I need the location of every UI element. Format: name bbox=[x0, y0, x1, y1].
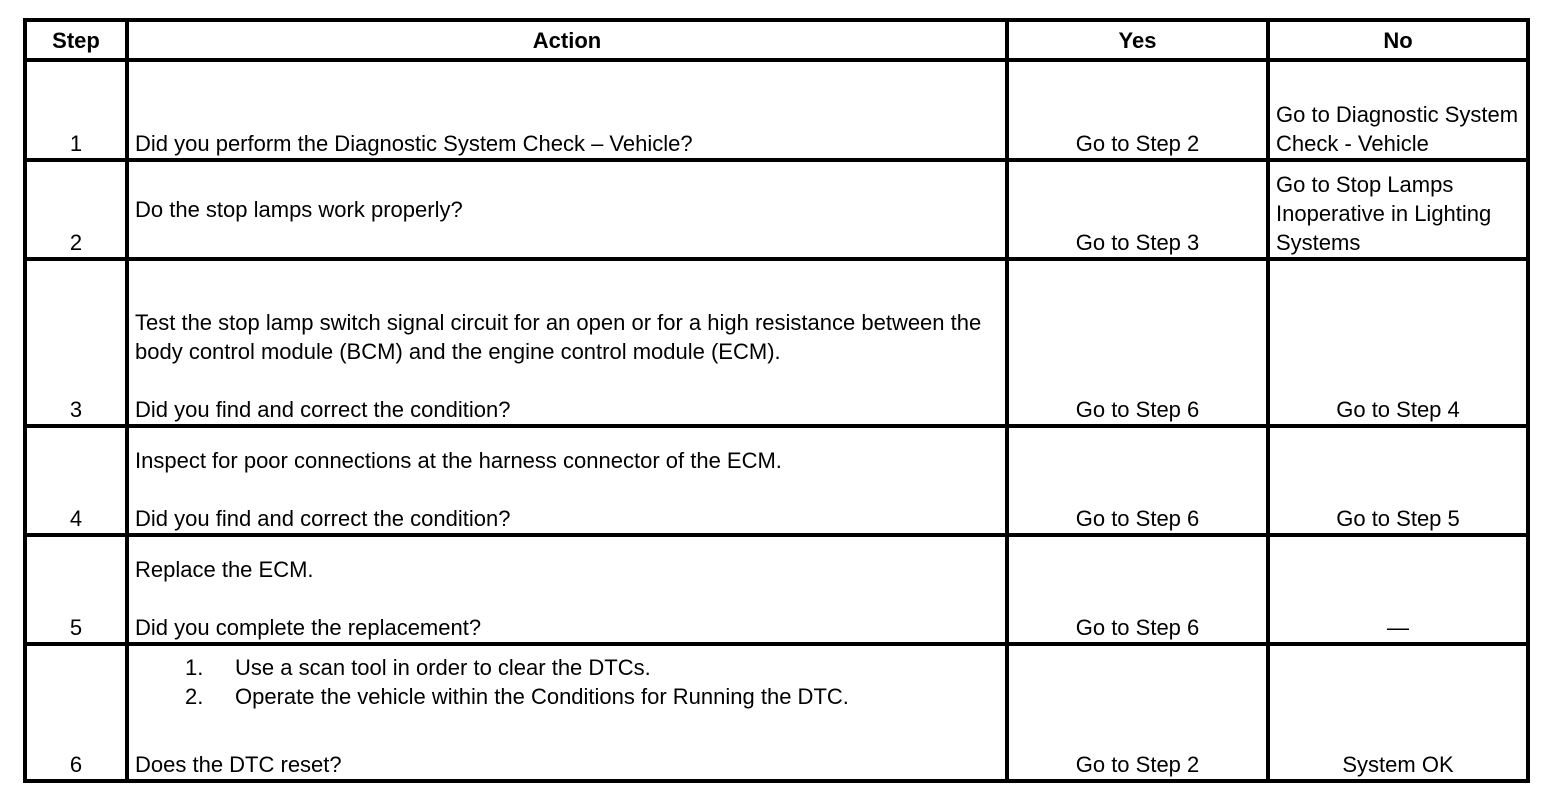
procedure-list bbox=[135, 653, 999, 711]
yes-link[interactable]: Go to Step 6 bbox=[1007, 259, 1268, 426]
step-number: 2 bbox=[25, 160, 127, 259]
action-question: Does the DTC reset? bbox=[135, 752, 342, 777]
list-item-text: Use a scan tool in order to clear the DTCs. bbox=[235, 655, 651, 680]
yes-link[interactable]: Go to Step 2 bbox=[1007, 644, 1268, 781]
list-item-number: 2. bbox=[185, 684, 204, 709]
table-row bbox=[25, 644, 1528, 781]
header-no: No bbox=[1268, 20, 1528, 60]
list-item-text: Operate the vehicle within the Conditions for Running the DTC. bbox=[235, 684, 849, 709]
header-action: Action bbox=[127, 20, 1007, 60]
list-item bbox=[185, 682, 999, 711]
list-item bbox=[185, 653, 999, 682]
no-link[interactable]: Go to Step 5 bbox=[1268, 426, 1528, 535]
header-row bbox=[25, 20, 1528, 60]
table-row bbox=[25, 535, 1528, 644]
list-item-number: 1. bbox=[185, 655, 204, 680]
action-text: Did you perform the Diagnostic System Check – Vehicle? bbox=[135, 131, 693, 156]
step-number: 6 bbox=[25, 644, 127, 781]
action-text: Do the stop lamps work properly? bbox=[135, 197, 463, 222]
no-result: System OK bbox=[1268, 644, 1528, 781]
action-text: Replace the ECM. bbox=[135, 557, 314, 582]
action-cell bbox=[127, 644, 1007, 781]
yes-link[interactable]: Go to Step 6 bbox=[1007, 535, 1268, 644]
table-row bbox=[25, 60, 1528, 160]
action-cell bbox=[127, 160, 1007, 259]
no-link[interactable]: Go to Step 4 bbox=[1268, 259, 1528, 426]
action-cell bbox=[127, 60, 1007, 160]
action-question: Did you find and correct the condition? bbox=[135, 506, 511, 531]
step-number: 1 bbox=[25, 60, 127, 160]
action-cell bbox=[127, 259, 1007, 426]
diagnostic-table bbox=[23, 18, 1530, 783]
step-number: 4 bbox=[25, 426, 127, 535]
action-cell bbox=[127, 426, 1007, 535]
action-question: Did you complete the replacement? bbox=[135, 615, 482, 640]
yes-link[interactable]: Go to Step 3 bbox=[1007, 160, 1268, 259]
yes-link[interactable]: Go to Step 2 bbox=[1007, 60, 1268, 160]
action-text: Test the stop lamp switch signal circuit for an open or for a high resistance between the body control module (BCM) and the engine control module (ECM). bbox=[135, 310, 982, 364]
table-row bbox=[25, 426, 1528, 535]
action-question: Did you find and correct the condition? bbox=[135, 397, 511, 422]
yes-link[interactable]: Go to Step 6 bbox=[1007, 426, 1268, 535]
no-link[interactable]: Go to Stop Lamps Inoperative in Lighting Systems bbox=[1268, 160, 1528, 259]
no-value: — bbox=[1268, 535, 1528, 644]
step-number: 5 bbox=[25, 535, 127, 644]
no-link[interactable]: Go to Diagnostic System Check - Vehicle bbox=[1268, 60, 1528, 160]
action-cell bbox=[127, 535, 1007, 644]
table-row bbox=[25, 259, 1528, 426]
action-text: Inspect for poor connections at the harness connector of the ECM. bbox=[135, 448, 782, 473]
step-number: 3 bbox=[25, 259, 127, 426]
header-yes: Yes bbox=[1007, 20, 1268, 60]
table-row bbox=[25, 160, 1528, 259]
header-step: Step bbox=[25, 20, 127, 60]
